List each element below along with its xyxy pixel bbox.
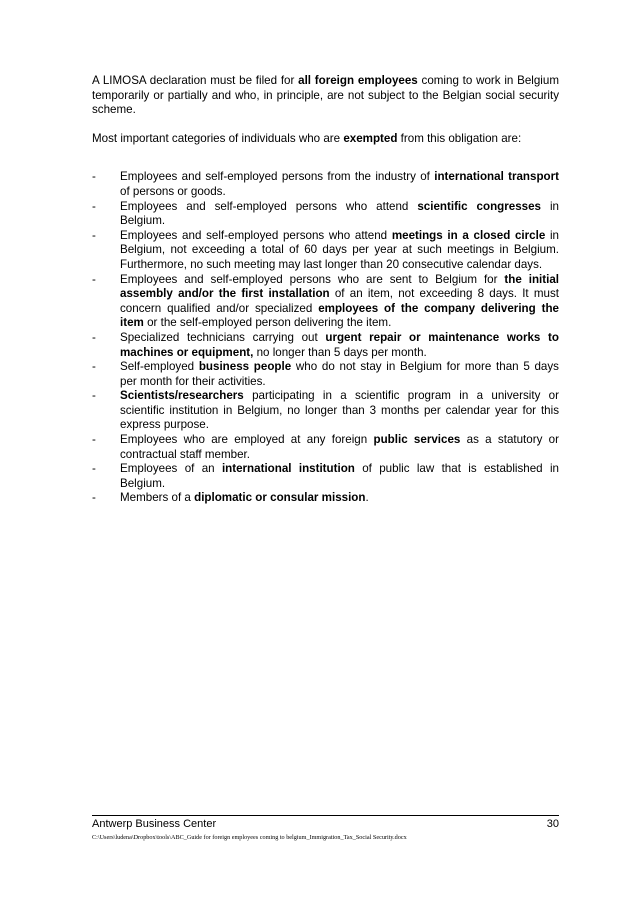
bullet-dash: - bbox=[92, 433, 96, 447]
item-text: Members of a bbox=[120, 491, 195, 505]
item-bold-text: international transport bbox=[434, 170, 559, 184]
bullet-dash: - bbox=[92, 462, 96, 476]
heading-text: from this obligation are: bbox=[397, 131, 522, 145]
list-item bbox=[92, 462, 559, 491]
list-item bbox=[92, 229, 559, 273]
bullet-dash: - bbox=[92, 272, 96, 286]
list-item bbox=[92, 331, 559, 360]
list-item bbox=[92, 360, 559, 389]
intro-bold-text: all foreign employees bbox=[298, 74, 418, 87]
item-text: or the self-employed person delivering the item. bbox=[143, 316, 392, 330]
item-text: Self-employed bbox=[120, 360, 199, 374]
exemption-list bbox=[92, 170, 559, 506]
item-text: Employees and self-employed persons who attend bbox=[120, 228, 392, 242]
item-text: . bbox=[365, 491, 369, 505]
bullet-dash: - bbox=[92, 199, 96, 213]
item-text: Specialized technicians carrying out bbox=[120, 330, 326, 344]
item-bold-text: business people bbox=[198, 360, 292, 374]
item-text: as a statutory or contractual staff member. bbox=[120, 433, 559, 461]
bullet-dash: - bbox=[92, 389, 96, 403]
list-item bbox=[92, 170, 559, 199]
heading-bold-text: exempted bbox=[343, 131, 398, 145]
bullet-dash: - bbox=[92, 491, 96, 505]
bullet-dash: - bbox=[92, 170, 96, 184]
item-bold-text: urgent repair or maintenance works to machines or equipment, bbox=[120, 330, 559, 359]
item-text: Employees and self-employed persons who attend bbox=[120, 199, 418, 213]
heading-text: Most important categories of individuals who are bbox=[92, 131, 344, 145]
bullet-dash: - bbox=[92, 360, 96, 374]
item-text: who do not stay in Belgium for more than 5 days per month for their activities. bbox=[120, 360, 559, 388]
bullet-dash: - bbox=[92, 228, 96, 242]
list-item bbox=[92, 433, 559, 462]
item-bold-text: international institution bbox=[221, 462, 355, 476]
list-item bbox=[92, 389, 559, 433]
list-item bbox=[92, 200, 559, 229]
footer-company: Antwerp Business Center bbox=[92, 818, 217, 830]
exemptions-heading bbox=[92, 132, 559, 147]
page-content bbox=[92, 74, 559, 506]
item-text: of public law that is established in Belgium. bbox=[120, 462, 559, 490]
item-bold-text: Scientists/researchers bbox=[120, 389, 244, 403]
item-text: in Belgium, not exceeding a total of 60 days per year at such meetings in Belgium. Furthermore, no such meeting may last longer than 20 consecutive calendar days. bbox=[120, 228, 560, 271]
item-text: Employees of an bbox=[120, 462, 222, 476]
list-item bbox=[92, 491, 559, 506]
item-text: of persons or goods. bbox=[120, 184, 226, 198]
item-text: of an item, not exceeding 8 days. It must concern qualified and/or specialized bbox=[120, 287, 559, 315]
intro-text: A LIMOSA declaration must be filed for bbox=[92, 74, 299, 87]
item-bold-text: meetings in a closed circle bbox=[391, 228, 546, 242]
item-bold-text: public services bbox=[373, 433, 461, 447]
file-path: C:\Users\ludena\Dropbox\tools\ABC_Guide for foreign employees coming to belgium_Immigration_Tax_Social Security.docx bbox=[92, 834, 407, 841]
item-text: Employees who are employed at any foreign bbox=[120, 433, 374, 447]
list-item bbox=[92, 273, 559, 331]
item-bold-text: the initial assembly and/or the first installation bbox=[120, 272, 559, 301]
item-text: no longer than 5 days per month. bbox=[253, 345, 427, 359]
item-text: Employees and self-employed persons who are sent to Belgium for bbox=[120, 272, 505, 286]
item-text: Employees and self-employed persons from the industry of bbox=[120, 170, 435, 184]
footer-divider bbox=[92, 815, 559, 816]
item-text: participating in a scientific program in a university or scientific institution in Belgium, no longer than 3 months per calendar year for this express purpose. bbox=[120, 389, 559, 432]
item-bold-text: diplomatic or consular mission bbox=[194, 491, 366, 505]
bullet-dash: - bbox=[92, 330, 96, 344]
item-text: in Belgium. bbox=[120, 199, 559, 228]
page-number: 30 bbox=[546, 818, 559, 830]
item-bold-text: scientific congresses bbox=[417, 199, 542, 213]
intro-paragraph bbox=[92, 74, 559, 118]
intro-text: coming to work in Belgium temporarily or partially and who, in principle, are not subject to the Belgian social security scheme. bbox=[92, 74, 559, 117]
item-bold-text: employees of the company delivering the item bbox=[120, 301, 559, 330]
page-footer bbox=[92, 815, 559, 842]
